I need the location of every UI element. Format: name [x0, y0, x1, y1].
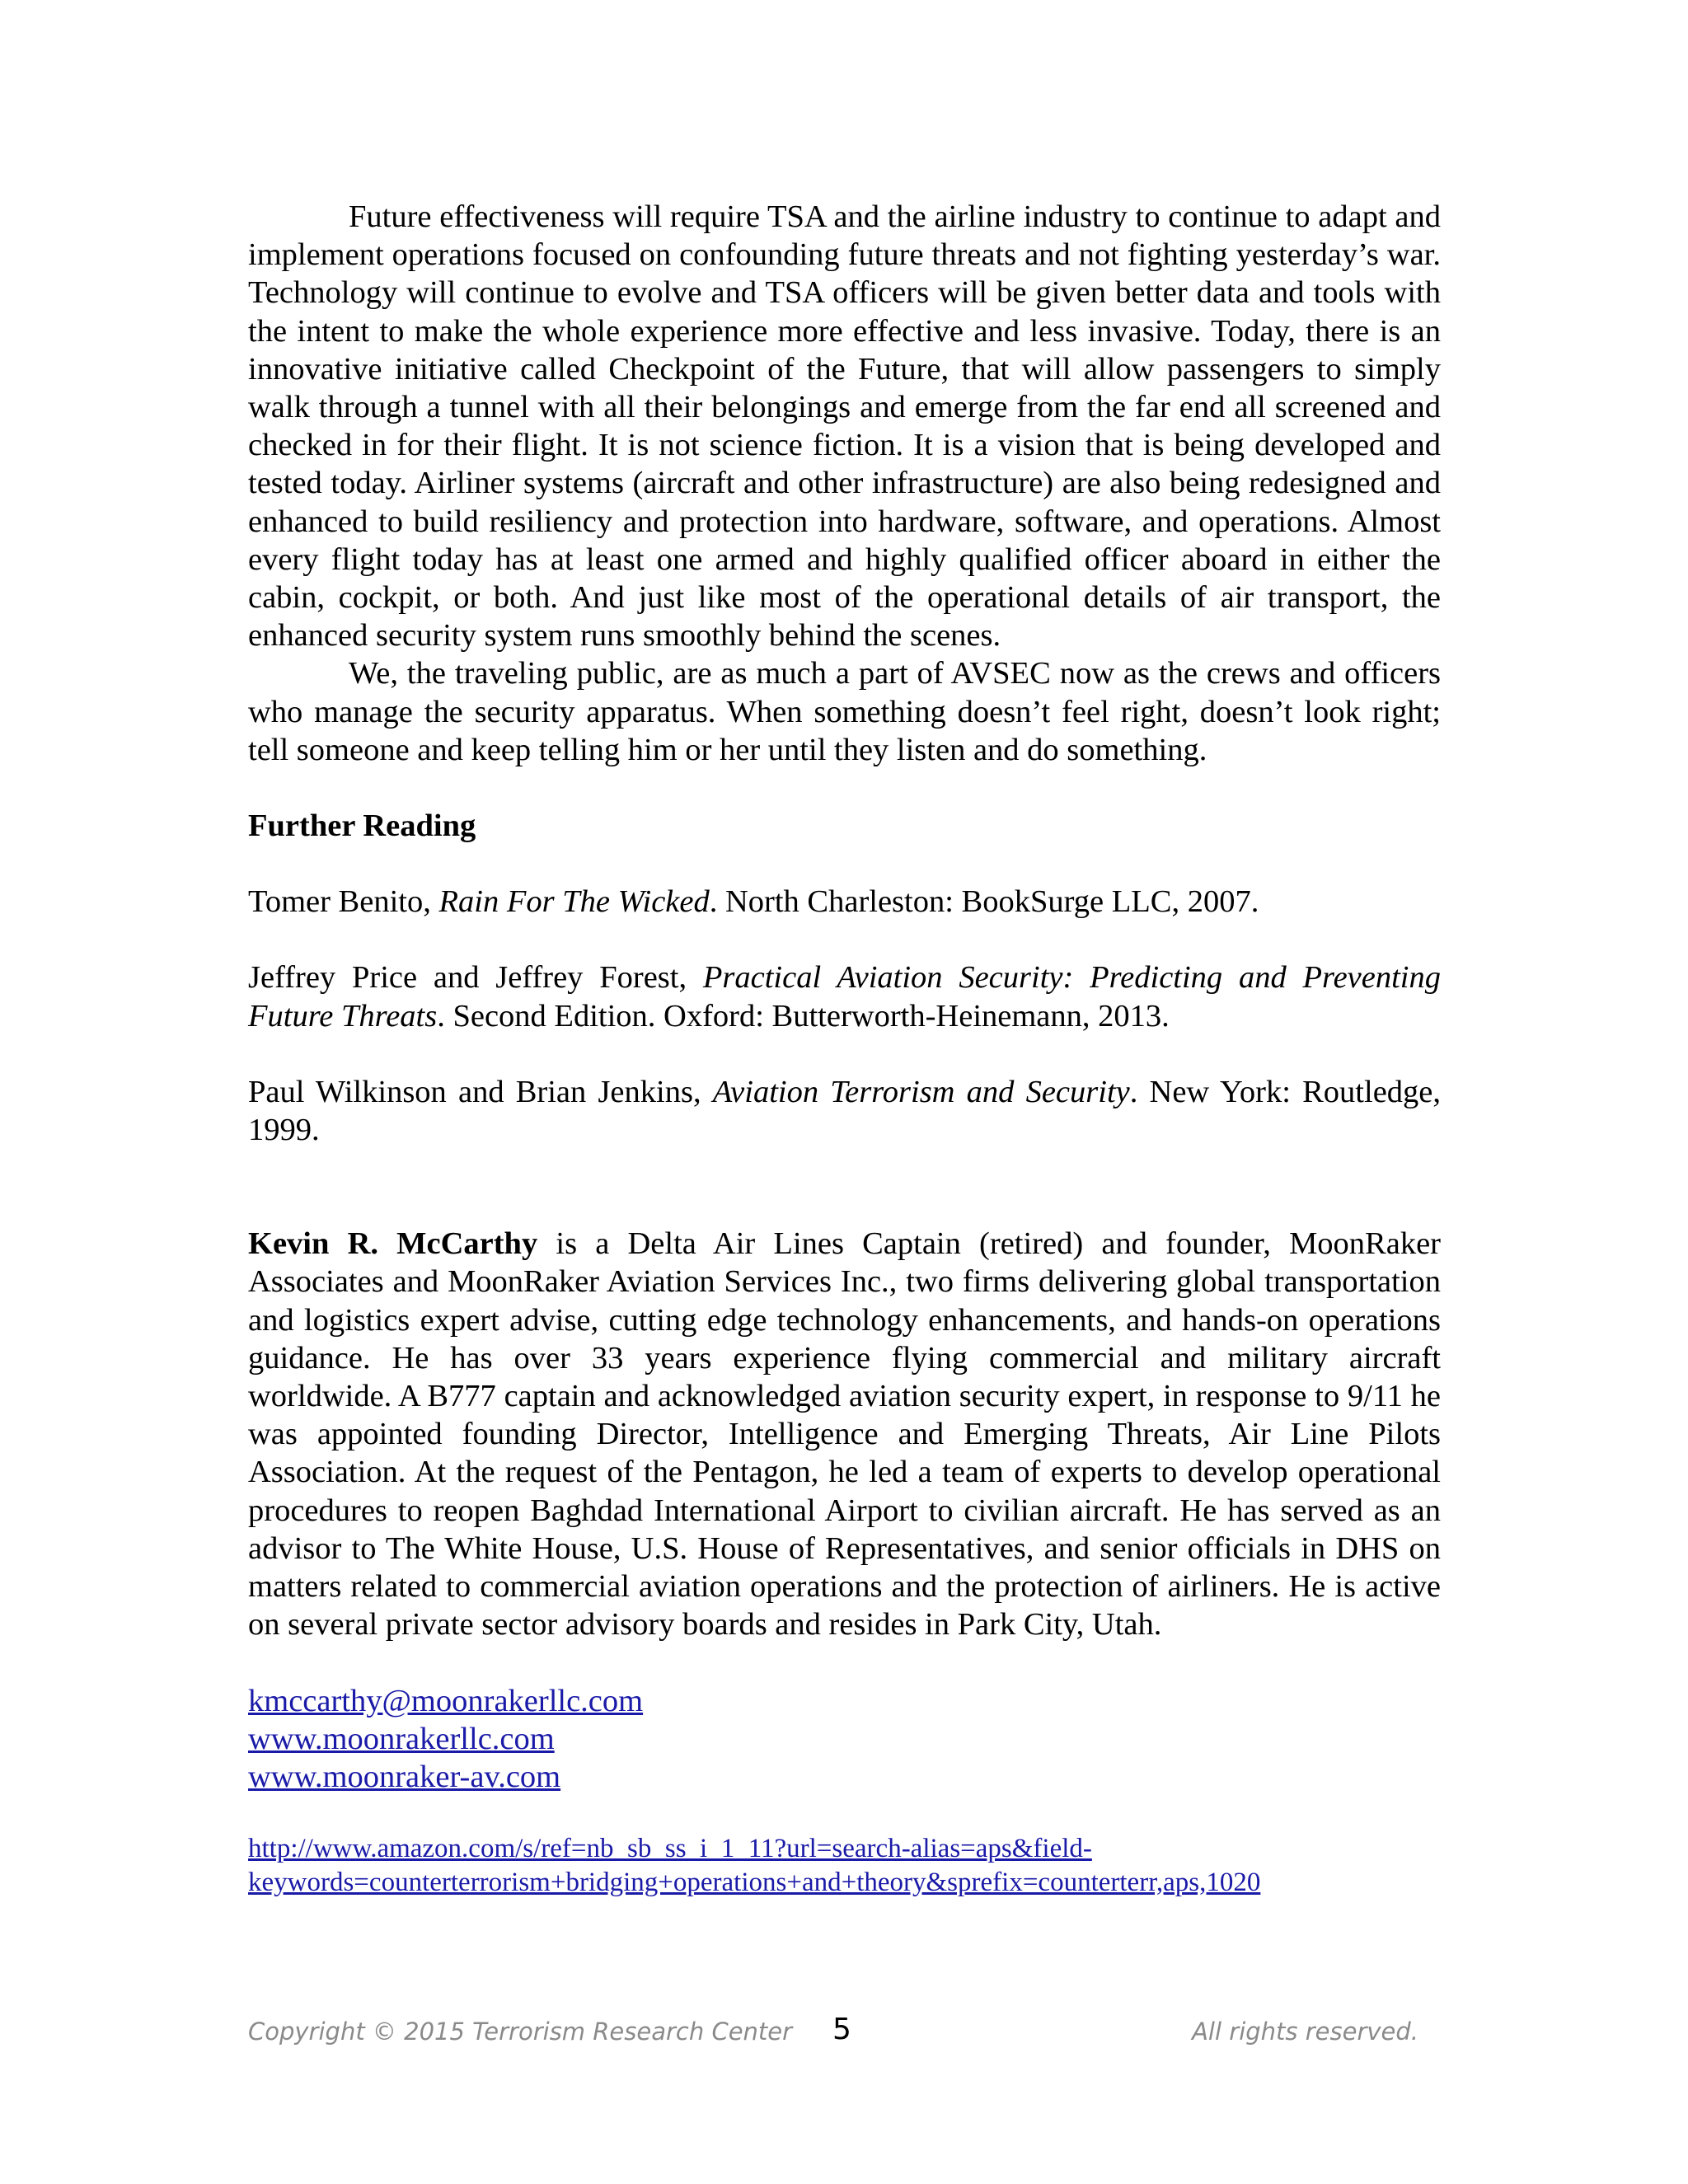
reference-authors: Jeffrey Price and Jeffrey Forest, — [248, 960, 703, 996]
author-bio-text: is a Delta Air Lines Captain (retired) and founder, MoonRaker Associates and MoonRaker Aviation Services Inc., two firms delivering global transportation and logistics expert advise, cutting edge technology enhancements, and hands-on operations guidance. He has over 33 years experience flying commercial and military aircraft worldwide. A B777 captain and acknowledged aviation security expert, in response to 9/11 he was appointed founding Director, Intelligence and Emerging Threats, Air Line Pilots Association. At the request of the Pentagon, he led a team of experts to develop operational procedures to reopen Baghdad International Airport to civilian aircraft. He has served as an advisor to The White House, U.S. House of Representatives, and senior officials in DHS on matters related to commercial aviation operations and the protection of airliners. He is active on several private sector advisory boards and resides in Park City, Utah. — [248, 1226, 1441, 1643]
document-page — [248, 198, 1441, 1900]
page-footer — [248, 2013, 1418, 2054]
body-paragraph: We, the traveling public, are as much a part of AVSEC now as the crews and officers who manage the security apparatus. When something doesn’t feel right, doesn’t look right; tell someone and keep telling him or her until they listen and do something. — [248, 656, 1441, 767]
amazon-link[interactable]: http://www.amazon.com/s/ref=nb_sb_ss_i_1_11?url=search-alias=aps&field- — [248, 1834, 1092, 1864]
section-heading: Further Reading — [248, 808, 476, 844]
reference-entry — [248, 883, 1441, 921]
reference-entry — [248, 1073, 1441, 1149]
contact-links — [248, 1682, 1441, 1797]
reference-title: Rain For The Wicked — [438, 884, 710, 920]
reference-entry — [248, 958, 1441, 1034]
website-link[interactable]: www.moonrakerllc.com — [248, 1721, 555, 1756]
author-name: Kevin R. McCarthy — [248, 1226, 538, 1262]
reference-authors: Tomer Benito, — [248, 884, 439, 920]
rights-notice: All rights reserved. — [1192, 2018, 1418, 2046]
email-link[interactable]: kmccarthy@moonrakerllc.com — [248, 1683, 644, 1718]
amazon-link[interactable]: keywords=counterterrorism+bridging+operations+and+theory&sprefix=counterterr,aps,1020 — [248, 1868, 1261, 1898]
reference-title: Aviation Terrorism and Security — [712, 1074, 1130, 1109]
reference-publication: . New York: Routledge, 1999. — [248, 1074, 1441, 1148]
reference-publication: . Second Edition. Oxford: Butterworth-Heinemann, 2013. — [437, 998, 1170, 1033]
author-bio — [248, 1225, 1441, 1643]
copyright-notice: Copyright © 2015 Terrorism Research Center — [248, 2018, 793, 2046]
reference-title: Practical Aviation Security: Predicting and Preventing Future Threats — [248, 960, 1441, 1033]
body-paragraph: Future effectiveness will require TSA and the airline industry to continue to adapt and implement operations focused on confounding future threats and not fighting yesterday’s war. Technology will continue to evolve and TSA officers will be given better data and tools with the intent to make the whole experience more effective and less invasive. Today, there is an innovative initiative called Checkpoint of the Future, that will allow passengers to simply walk through a tunnel with all their belongings and emerge from the far end all screened and checked in for their flight. It is not science fiction. It is a vision that is being developed and tested today. Airliner systems (aircraft and other infrastructure) are also being redesigned and enhanced to build resiliency and protection into hardware, software, and operations. Almost every flight today has at least one armed and highly qualified officer aboard in either the cabin, cockpit, or both. And just like most of the operational details of air transport, the enhanced security system runs smoothly behind the scenes. — [248, 199, 1441, 654]
website-link[interactable]: www.moonraker-av.com — [248, 1759, 561, 1794]
amazon-link-block — [248, 1832, 1441, 1900]
reference-authors: Paul Wilkinson and Brian Jenkins, — [248, 1074, 713, 1109]
page-number: 5 — [832, 2013, 851, 2046]
reference-publication: . North Charleston: BookSurge LLC, 2007. — [709, 884, 1259, 920]
